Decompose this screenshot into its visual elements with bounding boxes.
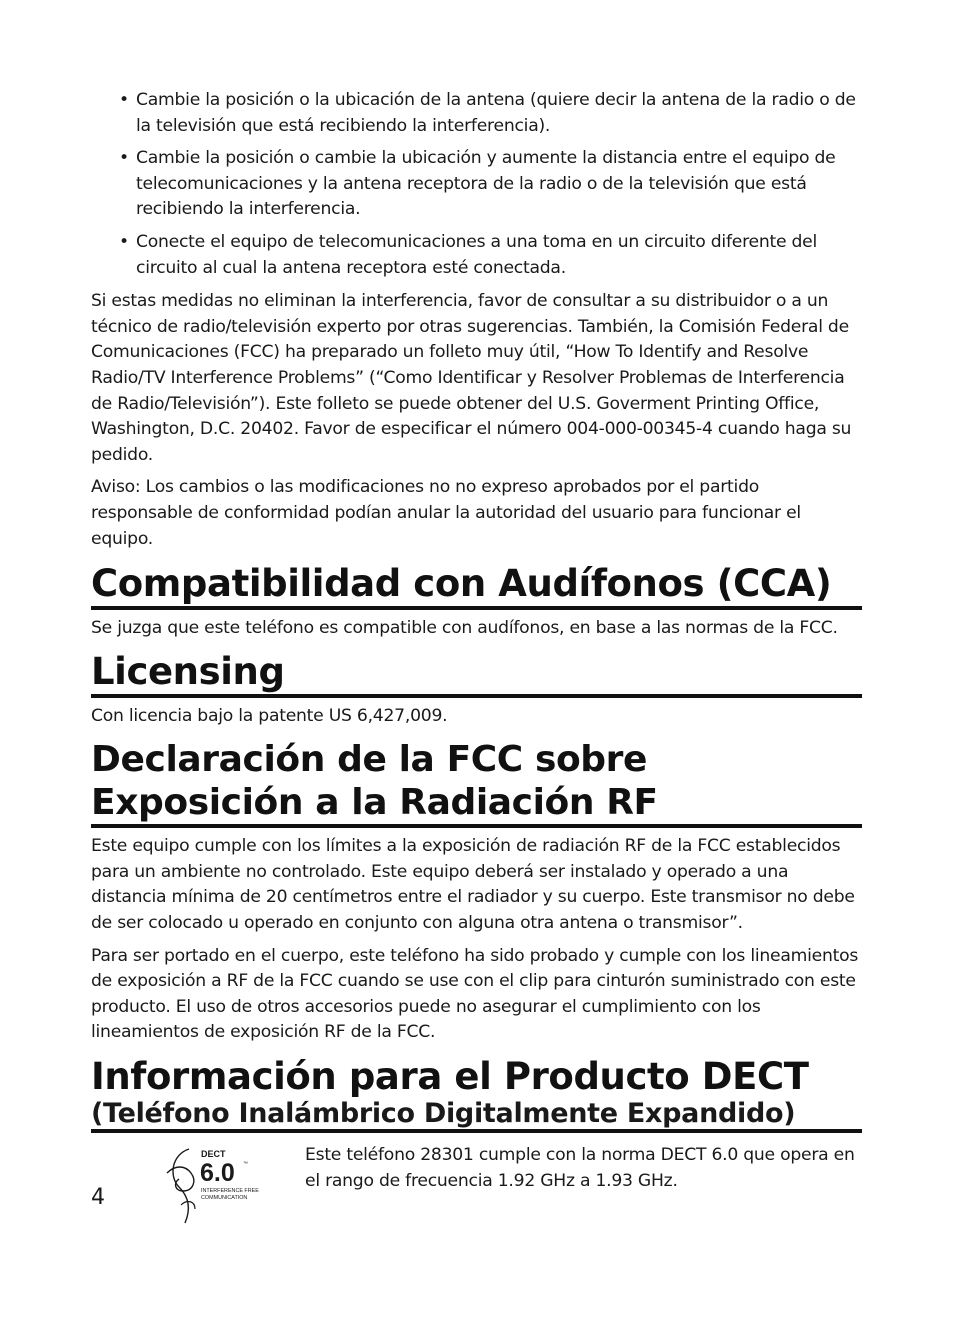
bullet-marker: • bbox=[119, 90, 129, 110]
list-item bbox=[119, 146, 862, 223]
bullet-text: Cambie la posición o la ubicación de la antena (quiere decir la antena de la radio o de la televisión que está recibiendo la interferencia). bbox=[136, 90, 856, 136]
rf-body-2: Para ser portado en el cuerpo, este teléfono ha sido probado y cumple con los lineamientos de exposición a RF de la FCC cuando se use con el clip para cinturón suministrado con este producto. El uso de otros accesorios puede no asegurar el cumplimiento con los lineamientos de exposición RF de la FCC. bbox=[91, 945, 859, 1043]
dect-heading: Información para el Producto DECT bbox=[91, 1055, 809, 1099]
bullet-text: Conecte el equipo de telecomunicaciones a una toma en un circuito diferente del circuito al cual la antena receptora esté conectada. bbox=[136, 231, 818, 278]
logo-top-text: DECT bbox=[201, 1149, 226, 1160]
dect-body: Este teléfono 28301 cumple con la norma DECT 6.0 que opera en el rango de frecuencia 1.92 GHz a 1.93 GHz. bbox=[305, 1145, 855, 1191]
logo-line2-text: COMMUNICATION bbox=[201, 1195, 248, 1202]
rf-heading: Declaración de la FCC sobre Exposición a la Radiación RF bbox=[91, 739, 658, 824]
dect-heading-block bbox=[91, 1055, 862, 1133]
licensing-body: Con licencia bajo la patente US 6,427,009. bbox=[91, 705, 448, 726]
rf-body-1: Este equipo cumple con los límites a la exposición de radiación RF de la FCC establecidos para un ambiente no controlado. Este equipo deberá ser instalado y operado a una distancia mínima de 20 centímetros entre el radiador y su cuerpo. Este transmisor no debe de ser colocado u operado en conjunto con alguna otra antena o transmisor”. bbox=[91, 836, 855, 934]
logo-line1-text: INTERFERENCE FREE bbox=[201, 1188, 259, 1195]
aviso-paragraph: Aviso: Los cambios o las modificaciones no no expreso aprobados por el partido responsable de conformidad podían anular la autoridad del usuario para funcionar el equipo. bbox=[91, 477, 801, 549]
dect-subheading: (Teléfono Inalámbrico Digitalmente Expandido) bbox=[91, 1098, 796, 1130]
bullet-marker: • bbox=[119, 231, 129, 252]
bullet-list bbox=[91, 88, 862, 281]
cca-heading-block bbox=[91, 562, 862, 610]
dect-6-0-logo-icon bbox=[163, 1143, 273, 1227]
document-page bbox=[91, 88, 862, 1229]
dect-row bbox=[91, 1139, 862, 1229]
rf-heading-block bbox=[91, 738, 862, 828]
cca-body: Se juzga que este teléfono es compatible con audífonos, en base a las normas de la FCC. bbox=[91, 618, 838, 639]
logo-version-text: 6.0 bbox=[200, 1159, 235, 1188]
bullet-text: Cambie la posición o cambie la ubicación y aumente la distancia entre el equipo de telecomunicaciones y la antena receptora de la radio o de la televisión que está recibiendo la interferencia. bbox=[136, 148, 836, 220]
logo-tm-text: ™ bbox=[243, 1161, 248, 1168]
list-item bbox=[119, 230, 862, 281]
bullet-marker: • bbox=[119, 148, 129, 169]
interference-paragraph: Si estas medidas no eliminan la interferencia, favor de consultar a su distribuidor o a un técnico de radio/televisión experto por otras sugerencias. También, la Comisión Federal de Comunicaciones (FCC) ha preparado un folleto muy útil, “How To Identify and Resolve Radio/TV Interference Problems” (“Como Identificar y Resolver Problemas de Interferencia de Radio/Televisión”). Este folleto se puede obtener del U.S. Goverment Printing Office, Washington, D.C. 20402. Favor de especificar el número 004-000-00345-4 cuando haga su pedido. bbox=[91, 291, 852, 465]
list-item bbox=[119, 88, 862, 139]
licensing-heading: Licensing bbox=[91, 649, 285, 693]
page-number: 4 bbox=[91, 1185, 105, 1211]
licensing-heading-block bbox=[91, 650, 862, 698]
cca-heading: Compatibilidad con Audífonos (CCA) bbox=[91, 562, 832, 606]
